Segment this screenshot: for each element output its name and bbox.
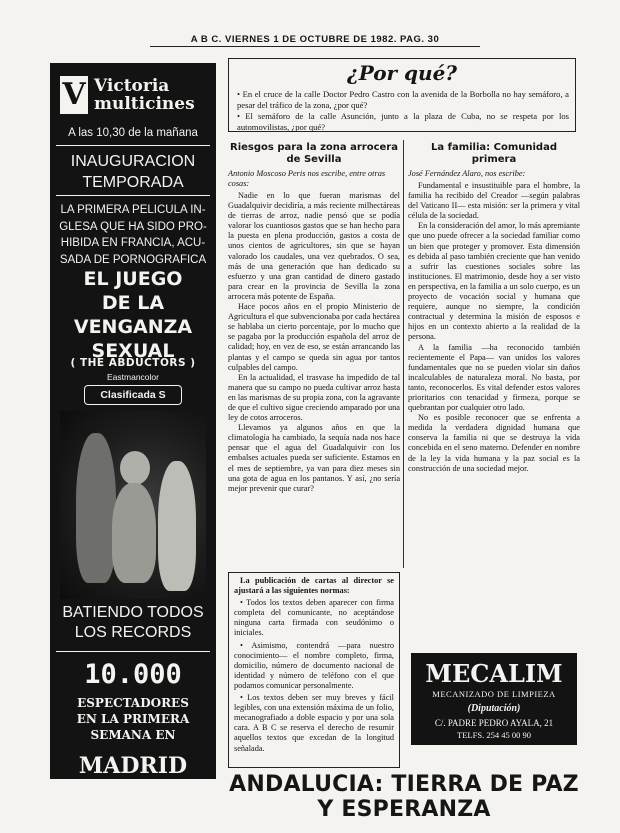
por-que-box	[228, 58, 576, 132]
article-paragraph: No es posible reconocer que se enfrenta a medida la verdadera dignidad humana que conserva la familia ni que se destruya la vida concebida en el seno materno. Defender en nombre de la ley la vida humana y la paz social es la construcción de una sociedad mejor.	[408, 413, 580, 473]
logo-line-1: Victoria	[94, 76, 170, 96]
film-still-photo	[60, 411, 206, 599]
mecalim-phone: TELFS. 254 45 00 90	[457, 730, 531, 740]
film-title-line: VENGANZA	[73, 316, 193, 338]
city-name: MADRID	[78, 753, 188, 779]
article-paragraph: Fundamental e insustituible para el hombre, la familia ha recibido del Creador —según palabras del Vaticano II— esta misión: ser la primera y vital célula de la sociedad.	[408, 181, 580, 221]
article-paragraph: Hace pocos años en el propio Ministerio de Agricultura el que subvencionaba por cada hectárea se hablaba un cierto porcentaje, por lo mucho que se pagaba por la producción española del arroz de calidad; hoy, en vez de eso, se están arrancando las plantas y el campo se queda sin agua por tantos culpables del campo.	[228, 302, 400, 372]
spectators-text	[50, 695, 216, 743]
column-rule	[403, 140, 404, 568]
figure-center-head	[120, 451, 150, 485]
ad-description-line: GLESA QUE HA SIDO PRO-	[59, 220, 207, 233]
article-title: Riesgos para la zona arrocera de Sevilla	[230, 142, 398, 165]
records-line-1: BATIENDO TODOS	[62, 604, 204, 621]
ad-schedule: A las 10,30 de la mañana	[68, 127, 198, 139]
mecalim-tagline: MECANIZADO DE LIMPIEZA	[432, 689, 556, 699]
bottom-headline: ANDALUCIA: TIERRA DE PAZ Y ESPERANZA	[229, 772, 579, 822]
mecalim-address: C/. PADRE PEDRO AYALA, 21	[434, 718, 554, 728]
figure-left	[76, 433, 116, 583]
color-process: Eastmancolor	[107, 372, 159, 382]
inaug-line-2: TEMPORADA	[82, 174, 184, 191]
por-que-title: ¿Por qué?	[346, 61, 458, 85]
ad-divider	[56, 785, 210, 786]
cinema-advertisement	[50, 63, 216, 818]
logo-letter: V	[60, 76, 88, 114]
article-paragraph: En la consideración del amor, lo más apremiante que uno puede ofrecer a la sociedad familiar como un bien que proteger y promover. Esta dimensión es debida al paso también creciente que han venido a sufrir las cuestiones sociales sobre las instituciones. El matrimonio, desde hoy a ser visto en perspectiva, en la familia a un solo cuerpo, es un proyecto de vocación social y humana que requiere, aunque no siempre, la condición contractual y determina la misión de esposos e hijos en un contexto abierto a la realidad de la persona.	[408, 221, 580, 342]
film-original-title: ( THE ABDUCTORS )	[70, 357, 196, 369]
publication-rule: • Asimismo, contendrá —para nuestro conocimiento— el nombre completo, firma, domicilio, número de documento nacional de identidad y número de teléfono con el que podamos comunicar personalmente.	[234, 640, 394, 690]
age-line-1: RICUROSAMENTE	[86, 792, 180, 804]
header-rule	[150, 46, 480, 47]
article-body	[408, 181, 580, 474]
article-paragraph: En la actualidad, el trasvase ha impedido de tal manera que su campo no pueda cultivar arroz hasta en las marismas de su propia zona, con la agravante de que el cultivo sigue creciendo amparado por una ley de cotos arroceros.	[228, 372, 400, 423]
article-body	[228, 191, 400, 494]
film-title-line: SEXUAL	[91, 340, 175, 362]
ad-description-line: HIBIDA EN FRANCIA, ACU-	[60, 237, 206, 249]
ad-description-line: LA PRIMERA PELICULA IN-	[60, 204, 206, 216]
film-title	[50, 267, 216, 363]
publication-rules	[234, 576, 394, 754]
rating-badge: Clasificada S	[84, 385, 182, 405]
spectators-line: SEMANA EN	[90, 728, 176, 742]
por-que-item-2: • El semáforo de la calle Asunción, junto a la plaza de Cuba, no se respeta por los automovilistas, ¿por qué?	[237, 111, 569, 132]
publication-rule: • Los textos deben ser muy breves y fácil legibles, con una extensión máxima de un folio, mecanografiado a doble espacio y por una sola cara. A B C se reserva el derecho de resumir aquellos textos que excedan de la longitud señalada.	[234, 693, 394, 753]
ad-divider	[56, 145, 210, 146]
logo-line-2: multicines	[94, 94, 195, 114]
ad-inauguration	[50, 151, 216, 193]
mecalim-type: (Diputación)	[467, 703, 521, 714]
spectators-line: ESPECTADORES	[77, 696, 189, 710]
figure-right	[158, 461, 196, 591]
inaug-line-1: INAUGURACION	[70, 153, 196, 170]
por-que-item-1: • En el cruce de la calle Doctor Pedro Castro con la avenida de la Borbolla no hay semáforo, a pesar del tráfico de la zona, ¿por qué?	[237, 89, 569, 110]
mecalim-advertisement	[411, 653, 577, 745]
ad-description	[50, 202, 216, 268]
article-paragraph: Llevamos ya algunos años en que la climatología ha cambiado, la sequía nada nos hace pensar que el agua del Guadalquivir con los embalses actuales pueda ser suficiente. Estamos en el mes de septiembre, ya van para diez meses sin una gota de agua en los pantanos. Y así, ¿no sería mejor prevenir que curar?	[228, 423, 400, 493]
film-title-line: EL JUEGO	[83, 268, 183, 290]
publication-rule: • Todos los textos deben aparecer con firma completa del comunicante, no aceptándose ninguna carta firmada con seudónimo o iniciales.	[234, 598, 394, 638]
article-paragraph: A la familia —ha reconocido también recientemente el Papa— van unidos los valores fundamentales que no se pueden violar sin daños incalculables de naturaleza moral. No basta, por tanto, reconocerlos. Es vital defender estos valores prioritarios con tenacidad y firmeza, porque se quebrantan por cualquier otro lado.	[408, 342, 580, 413]
ad-divider	[56, 651, 210, 652]
records-line-2: LOS RECORDS	[74, 624, 192, 641]
article-riesgos	[228, 142, 400, 494]
article-paragraph: Nadie en lo que fueran marismas del Guadalquivir decidiría, a más reciente milhectáreas de tierras de arroz, nadie pensó que se podía valorar los cuantiosos gastos que se han hecho para la puesta en plena producción, gastos a costa de unos cientos de agricultores, sin que se hayan valorado los caudales, una vez quebrados. O sea, más de una generación que han dedicado su esfuerzo y una gran cantidad de dinero gastado para crear en la provincia de Sevilla la zona arrocera más potente de España.	[228, 191, 400, 301]
cinema-logo	[60, 73, 205, 117]
age-restriction	[50, 791, 216, 819]
mecalim-name: MECALIM	[425, 659, 563, 688]
publication-intro: La publicación de cartas al director se ajustará a las siguientes normas:	[234, 576, 394, 596]
age-line-2: MAYORES DE 18 AÑOS	[75, 806, 191, 818]
article-byline: Antonio Moscoso Peris nos escribe, entre otras cosas:	[228, 169, 386, 188]
article-title: La familia: Comunidad primera	[431, 142, 557, 165]
figure-center	[112, 483, 156, 583]
ad-description-line: SADA DE PORNOGRAFICA	[59, 253, 207, 266]
spectators-line: EN LA PRIMERA	[76, 712, 190, 726]
article-byline: José Fernández Alaro, nos escribe:	[408, 169, 526, 178]
publication-rules-box	[228, 572, 400, 768]
article-familia	[408, 142, 580, 474]
ad-divider	[56, 195, 210, 196]
spectators-number: 10.000	[84, 659, 182, 690]
page-header: A B C. VIERNES 1 DE OCTUBRE DE 1982. PAG. 30	[190, 34, 440, 45]
records-text	[50, 603, 216, 643]
film-title-line: DE LA	[101, 292, 165, 314]
